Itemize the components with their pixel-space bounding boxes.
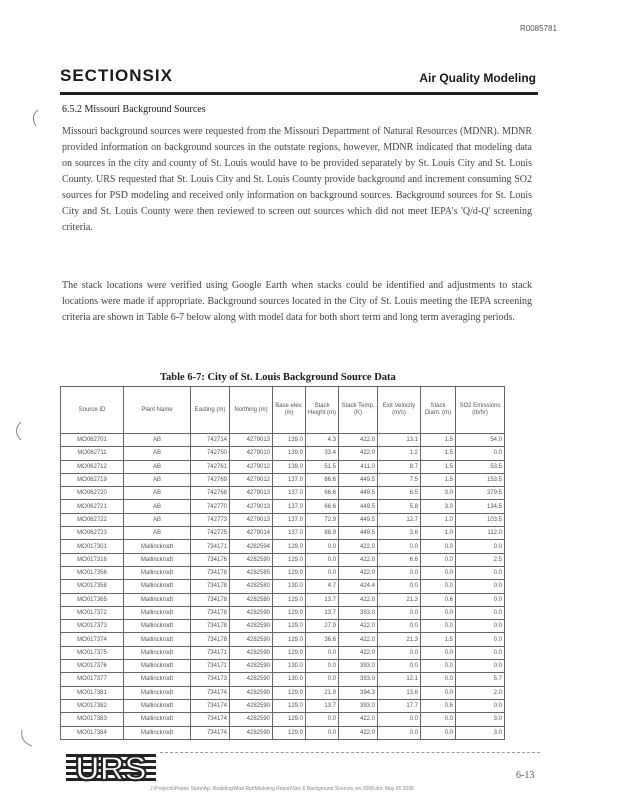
table-cell: 4282590 [230,620,273,633]
table-cell: 742775 [191,527,230,540]
table-cell: 742750 [191,447,230,460]
table-cell: Mallinckrodt [124,620,191,633]
table-cell: 129.0 [273,713,306,726]
table-cell: 4282580 [230,593,273,606]
table-cell: 0.0 [306,713,339,726]
table-cell: 0.0 [421,646,456,659]
table-row [61,606,505,619]
table-cell: 0.0 [378,646,421,659]
table-cell: 0.0 [456,620,505,633]
table-cell: 4282580 [230,580,273,593]
document-id: R0085781 [520,24,557,33]
table-cell: 742761 [191,460,230,473]
column-header: SO2 Emissions (lb/hr) [456,387,505,434]
table-cell: 134.5 [456,500,505,513]
table-cell: MO062721 [61,500,124,513]
table-cell: 4282590 [230,713,273,726]
column-header: Stack Height (m) [306,387,339,434]
table-cell: 379.5 [456,487,505,500]
table-cell: 129.0 [273,686,306,699]
table-cell: 449.5 [339,473,378,486]
table-cell: 734178 [191,566,230,579]
table-cell: 734178 [191,606,230,619]
table-cell: 0.0 [456,447,505,460]
table-cell: 0.0 [456,633,505,646]
table-row [61,673,505,686]
table-cell: AB [124,473,191,486]
table-cell: 129.0 [273,620,306,633]
table-cell: 4282594 [230,540,273,553]
paragraph: Missouri background sources were requested from the Missouri Department of Natural Resources (MDNR). MDNR provided information on background sources in the outstate regions, however, MDNR indicated that modeling data on sources in the city and county of St. Louis would have to be provided separately by St. Louis City and St. Louis County. URS requested that St. Louis City and St. Louis County provide background and increment consuming SO2 sources for PSD modeling and received only information on background sources. Background sources for St. Louis City and St. Louis County were then reviewed to screen out sources which did not meet IEPA's 'Q/d-Q' screening criteria. [62,126,532,233]
table-cell: 0.0 [421,566,456,579]
table-cell: 734178 [191,580,230,593]
table-cell: 13.6 [378,686,421,699]
table-cell: 742714 [191,434,230,447]
table-cell: 449.5 [339,513,378,526]
paragraph: The stack locations were verified using Google Earth when stacks could be identified and adjustments to stack locations were made if appropriate. Background sources located in the City of St. Louis meeting the IEPA screening criteria are shown in Table 6-7 below along with model data for both short term and long term averaging periods. [62,280,532,323]
table-cell: Mallinckrodt [124,633,191,646]
table-cell: MO062711 [61,447,124,460]
binder-mark [10,420,24,442]
table-cell: 1.0 [421,513,456,526]
table-cell: 0.0 [456,593,505,606]
binder-mark [28,108,42,128]
table-cell: 0.0 [306,540,339,553]
table-cell: MO062723 [61,527,124,540]
table-cell: 27.9 [306,620,339,633]
table-row [61,686,505,699]
table-cell: Mallinckrodt [124,566,191,579]
table-cell: 0.0 [421,606,456,619]
table-cell: 4282590 [230,686,273,699]
table-cell: MO062722 [61,513,124,526]
table-cell: 21.3 [378,593,421,606]
table-cell: Mallinckrodt [124,726,191,739]
table-cell: MO017383 [61,713,124,726]
table-cell: Mallinckrodt [124,660,191,673]
table-row [61,633,505,646]
table-cell: 4279013 [230,500,273,513]
table-row [61,487,505,500]
table-cell: 4279013 [230,513,273,526]
table-row [61,527,505,540]
table-cell: 0.6 [421,699,456,712]
table-row [61,566,505,579]
table-cell: 0.0 [421,580,456,593]
table-cell: 129.0 [273,566,306,579]
table-cell: 734171 [191,540,230,553]
binder-mark [18,728,34,750]
table-cell: MO017381 [61,686,124,699]
table-cell: 393.0 [339,699,378,712]
table-cell: 130.0 [273,673,306,686]
table-cell: 734174 [191,686,230,699]
table-cell: 4279014 [230,527,273,540]
table-cell: 422.0 [339,726,378,739]
table-cell: 129.0 [273,553,306,566]
table-cell: 734174 [191,699,230,712]
table-cell: 21.9 [306,686,339,699]
table-cell: 422.0 [339,633,378,646]
table-cell: MO017356 [61,566,124,579]
table-cell: 734178 [191,593,230,606]
table-cell: 4279012 [230,473,273,486]
table-cell: 13.7 [306,606,339,619]
table-cell: AB [124,513,191,526]
table-cell: 129.0 [273,726,306,739]
table-cell: 4279012 [230,460,273,473]
table-cell: MO062712 [61,460,124,473]
table-row [61,593,505,606]
table-cell: 66.6 [306,473,339,486]
table-cell: 422.0 [339,713,378,726]
table-cell: 66.6 [306,500,339,513]
table-cell: 4282590 [230,553,273,566]
table-cell: 393.0 [339,606,378,619]
table-cell: MO062701 [61,434,124,447]
table-cell: 7.5 [378,473,421,486]
table-cell: 129.0 [273,633,306,646]
table-cell: 4282590 [230,699,273,712]
column-header: Easting (m) [191,387,230,434]
table-cell: 734171 [191,646,230,659]
table-cell: MO062720 [61,487,124,500]
table-cell: 734178 [191,620,230,633]
table-cell: MO017384 [61,726,124,739]
table-cell: 4279013 [230,434,273,447]
table-cell: 1.5 [421,473,456,486]
table-row [61,540,505,553]
table-cell: MO017358 [61,580,124,593]
table-row [61,713,505,726]
table-cell: 422.0 [339,434,378,447]
table-cell: 36.6 [306,633,339,646]
table-cell: 2.0 [456,686,505,699]
urs-logo [66,752,156,784]
table-cell: 449.5 [339,527,378,540]
table-cell: 12.7 [378,513,421,526]
table-cell: 4.7 [306,580,339,593]
table-cell: 103.5 [456,513,505,526]
table-cell: Mallinckrodt [124,553,191,566]
table-cell: 422.0 [339,447,378,460]
table-cell: 0.0 [306,646,339,659]
table-cell: MO017316 [61,553,124,566]
table-cell: 3.0 [421,500,456,513]
table-cell: 3.0 [421,487,456,500]
table-cell: AB [124,487,191,500]
table-cell: Mallinckrodt [124,540,191,553]
table-cell: 0.0 [456,646,505,659]
table-row [61,434,505,447]
table-row [61,460,505,473]
table-cell: 0.0 [421,673,456,686]
table-cell: 1.5 [421,460,456,473]
subsection-heading: 6.5.2 Missouri Background Sources [62,104,206,115]
table-cell: 129.0 [273,606,306,619]
table-cell: MO017373 [61,620,124,633]
table-cell: 422.0 [339,540,378,553]
table-cell: 3.6 [378,527,421,540]
table-cell: 139.0 [273,460,306,473]
table-cell: 0.0 [456,606,505,619]
table-cell: 13.1 [378,434,421,447]
table-cell: 51.5 [306,460,339,473]
table-cell: 1.5 [421,633,456,646]
table-cell: 3.0 [456,726,505,739]
table-row [61,620,505,633]
table-cell: MO017382 [61,699,124,712]
table-cell: 0.6 [421,593,456,606]
table-cell: 0.0 [378,606,421,619]
table-cell: 12.1 [378,673,421,686]
table-cell: AB [124,447,191,460]
table-caption: Table 6-7: City of St. Louis Background Source Data [160,372,396,383]
table-cell: AB [124,460,191,473]
table-cell: 0.0 [378,660,421,673]
table-cell: 129.0 [273,646,306,659]
column-header: Plant Name [124,387,191,434]
table-cell: 0.0 [306,660,339,673]
table-cell: 5.8 [378,500,421,513]
logo-text: URS [75,752,147,784]
table-cell: 734174 [191,726,230,739]
table-cell: 4282590 [230,633,273,646]
table-cell: 0.0 [421,540,456,553]
table-row [61,660,505,673]
table-cell: 137.0 [273,527,306,540]
table-cell: 0.0 [306,726,339,739]
table-cell: Mallinckrodt [124,673,191,686]
table-cell: 0.0 [306,553,339,566]
table-cell: 734174 [191,713,230,726]
table-cell: 393.0 [339,660,378,673]
table-row [61,447,505,460]
table-cell: 734173 [191,673,230,686]
table-cell: 66.6 [306,487,339,500]
table-cell: 54.0 [456,434,505,447]
table-cell: 139.0 [273,434,306,447]
table-cell: 1.5 [421,434,456,447]
table-cell: Mallinckrodt [124,646,191,659]
table-row [61,699,505,712]
table-cell: 0.0 [456,540,505,553]
table-cell: MO017376 [61,660,124,673]
table-cell: 742768 [191,487,230,500]
table-row [61,580,505,593]
table-cell: 129.0 [273,593,306,606]
table-cell: 393.0 [339,673,378,686]
column-header: Stack Diam. (m) [421,387,456,434]
table-cell: 33.4 [306,447,339,460]
table-cell: 0.0 [456,566,505,579]
table-cell: Mallinckrodt [124,713,191,726]
table-cell: 5.7 [456,673,505,686]
table-cell: MO017374 [61,633,124,646]
section-title: SECTIONSIX [60,66,173,85]
table-cell: 129.0 [273,540,306,553]
table-cell: 4282590 [230,646,273,659]
table-cell: 0.0 [421,713,456,726]
table-cell: 0.0 [306,673,339,686]
table-cell: 129.0 [273,699,306,712]
table-row [61,500,505,513]
table-cell: MO017375 [61,646,124,659]
table-cell: 2.5 [456,553,505,566]
table-cell: 8.7 [378,460,421,473]
table-cell: AB [124,527,191,540]
table-cell: 53.5 [456,460,505,473]
column-header: Stack Temp. (K) [339,387,378,434]
table-cell: Mallinckrodt [124,580,191,593]
table-cell: 4.3 [306,434,339,447]
table-cell: 0.0 [456,699,505,712]
table-cell: 0.0 [378,726,421,739]
page-number: 6-13 [516,770,535,781]
table-row [61,513,505,526]
table-cell: 734176 [191,553,230,566]
table-cell: 4279010 [230,447,273,460]
table-cell: Mallinckrodt [124,606,191,619]
table-cell: 137.0 [273,473,306,486]
table-cell: 0.0 [378,566,421,579]
table-cell: 137.0 [273,500,306,513]
table-cell: 1.5 [421,447,456,460]
table-cell: 130.0 [273,580,306,593]
table-cell: 72.9 [306,513,339,526]
table-cell: 0.0 [421,686,456,699]
table-cell: 13.7 [306,593,339,606]
table-row [61,726,505,739]
table-cell: 0.0 [306,566,339,579]
table-cell: 0.0 [378,540,421,553]
table-cell: Mallinckrodt [124,593,191,606]
column-header: Base elev. (m) [273,387,306,434]
column-header: Exit Velocity (m/s) [378,387,421,434]
footer-rule [160,752,540,753]
table-cell: 4282590 [230,673,273,686]
table-cell: 394.3 [339,686,378,699]
table-cell: 139.0 [273,447,306,460]
table-header-row [61,387,505,434]
header-right-title: Air Quality Modeling [419,71,536,85]
table-cell: 4282590 [230,606,273,619]
table-cell: 0.0 [421,660,456,673]
table-row [61,473,505,486]
table-cell: 0.0 [421,726,456,739]
table-cell: 422.0 [339,553,378,566]
table-cell: 422.0 [339,566,378,579]
table-cell: MO017377 [61,673,124,686]
footer-file-path: J:\Projects\Prairie State\Ap. Modeling\Mod Rpt\Modeling Report\Sec 6 Background Sources rev 2008.doc May 26 2008 [150,786,414,792]
table-cell: 4282590 [230,660,273,673]
background-source-table [60,386,505,740]
table-cell: 0.0 [378,580,421,593]
table-cell: 422.0 [339,646,378,659]
table-cell: 424.4 [339,580,378,593]
table-cell: 4279013 [230,487,273,500]
table-row [61,553,505,566]
table-cell: MO017372 [61,606,124,619]
table-cell: 0.0 [421,553,456,566]
table-cell: 0.0 [421,620,456,633]
table-cell: 4282590 [230,726,273,739]
table-cell: 130.0 [273,660,306,673]
table-cell: 13.7 [306,699,339,712]
table-cell: 734171 [191,660,230,673]
table-cell: AB [124,434,191,447]
table-cell: Mallinckrodt [124,686,191,699]
table-cell: 422.0 [339,620,378,633]
table-cell: 742769 [191,473,230,486]
table-cell: 0.0 [456,580,505,593]
table-cell: 449.5 [339,500,378,513]
table-cell: 742773 [191,513,230,526]
table-cell: MO062719 [61,473,124,486]
column-header: Source ID [61,387,124,434]
table-cell: 17.7 [378,699,421,712]
table-cell: 734178 [191,633,230,646]
table-cell: 0.0 [456,660,505,673]
table-row [61,646,505,659]
table-cell: MO017301 [61,540,124,553]
table-cell: 1.2 [378,447,421,460]
table-cell: 21.3 [378,633,421,646]
table-cell: 4282585 [230,566,273,579]
table-cell: 0.0 [378,713,421,726]
table-cell: MO017365 [61,593,124,606]
table-cell: 153.5 [456,473,505,486]
table-cell: 6.6 [378,553,421,566]
table-cell: 6.5 [378,487,421,500]
table-cell: 742770 [191,500,230,513]
header-rule [60,92,538,95]
table-cell: 411.0 [339,460,378,473]
table-cell: 137.0 [273,487,306,500]
table-cell: 422.0 [339,593,378,606]
table-cell: AB [124,500,191,513]
table-cell: 137.0 [273,513,306,526]
table-cell: 112.0 [456,527,505,540]
table-cell: 3.0 [456,713,505,726]
table-cell: 449.5 [339,487,378,500]
table-cell: Mallinckrodt [124,699,191,712]
table-cell: 0.0 [378,620,421,633]
column-header: Northing (m) [230,387,273,434]
table-cell: 88.9 [306,527,339,540]
table-cell: 1.0 [421,527,456,540]
